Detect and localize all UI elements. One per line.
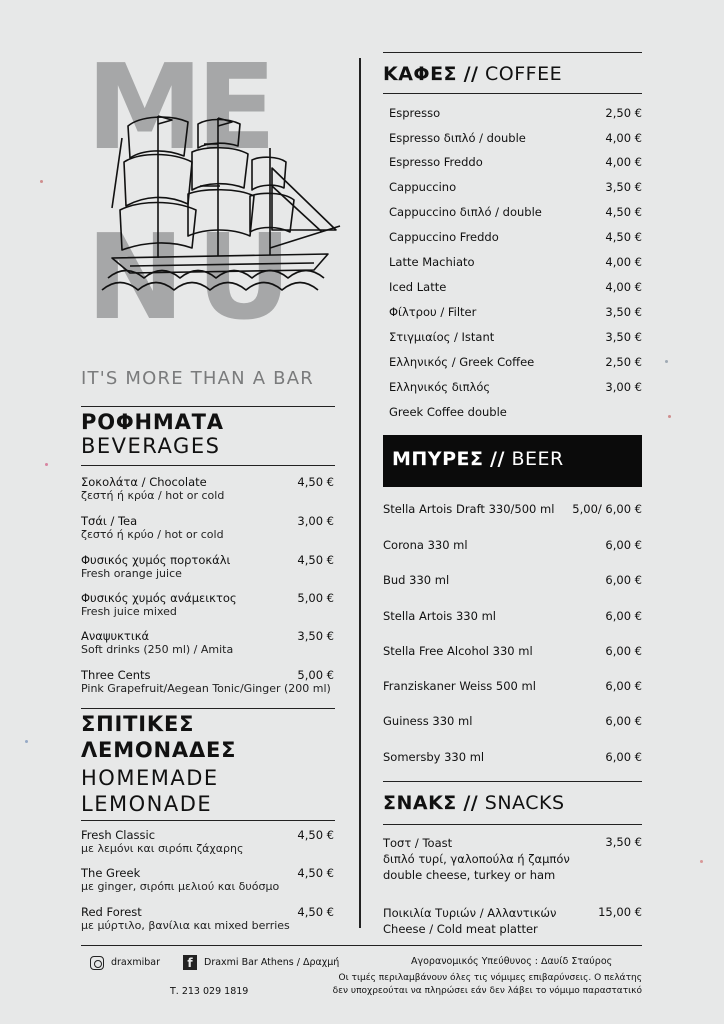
- menu-item: [81, 828, 243, 855]
- beverages-title-en: BEVERAGES: [81, 434, 221, 458]
- coffee-top-rule: [383, 52, 642, 53]
- snacks-title-gr: ΣΝΑΚΣ: [383, 792, 457, 814]
- phone-number: Τ. 213 029 1819: [170, 986, 249, 997]
- item-price: 3,00 €: [297, 514, 334, 528]
- menu-item: [81, 514, 224, 541]
- legal-notice-line-2: δεν υποχρεούται να πληρώσει εάν δεν λάβει το νόμιμο παραστατικό: [332, 986, 642, 996]
- ship-illustration: [100, 108, 345, 308]
- item-description: ζεστή ή κρύα / hot or cold: [81, 489, 225, 502]
- beverages-bottom-rule: [81, 465, 335, 466]
- item-name: Fresh Classic: [81, 828, 156, 842]
- item-description: με λεμόνι και σιρόπι ζάχαρης: [81, 842, 244, 855]
- beverages-top-rule: [81, 406, 335, 407]
- item-price: 4,50 €: [605, 205, 642, 219]
- item-price: 4,50 €: [605, 230, 642, 244]
- item-name: Τοστ / Toast: [383, 836, 453, 850]
- market-officer: Αγορανομικός Υπεύθυνος : Δαυίδ Σταύρος: [411, 956, 613, 967]
- menu-item: Latte Machiato: [389, 255, 475, 269]
- lemonade-title-en-2: LEMONADE: [81, 792, 213, 816]
- item-price: 6,00 €: [605, 750, 642, 764]
- coffee-bottom-rule: [383, 93, 642, 94]
- item-description: ζεστό ή κρύο / hot or cold: [81, 528, 224, 541]
- menu-item: Stella Artois Draft 330/500 ml: [383, 502, 555, 516]
- item-name: Red Forest: [81, 905, 142, 919]
- menu-item: Ελληνικός διπλός: [389, 380, 491, 394]
- item-description: Fresh juice mixed: [81, 605, 177, 618]
- item-price: 4,00 €: [605, 131, 642, 145]
- item-price: 2,50 €: [605, 106, 642, 120]
- lemonade-top-rule: [81, 708, 335, 709]
- menu-item: Cappuccino: [389, 180, 457, 194]
- paper-speckle: [700, 860, 703, 863]
- logo-letter-m: M: [86, 38, 198, 176]
- footer-rule: [81, 945, 642, 946]
- item-name: Αναψυκτικά: [81, 629, 150, 643]
- coffee-title: [383, 63, 562, 85]
- item-name: The Greek: [81, 866, 141, 880]
- menu-item: Cappuccino Freddo: [389, 230, 499, 244]
- menu-item: Cappuccino διπλό / double: [389, 205, 542, 219]
- beer-title-box: [383, 435, 642, 487]
- item-price: 6,00 €: [605, 609, 642, 623]
- coffee-title-sep: //: [463, 63, 479, 85]
- item-name: Three Cents: [81, 668, 151, 682]
- item-price: 5,00 €: [297, 591, 334, 605]
- coffee-title-en: COFFEE: [485, 63, 563, 85]
- item-price: 6,00 €: [605, 714, 642, 728]
- menu-item: Iced Latte: [389, 280, 447, 294]
- item-name: Φυσικός χυμός ανάμεικτος: [81, 591, 237, 605]
- menu-item: Φίλτρου / Filter: [389, 305, 477, 319]
- menu-item: [81, 553, 230, 580]
- snacks-title: [383, 792, 565, 814]
- item-price: 3,50 €: [605, 835, 642, 849]
- menu-item: [81, 629, 233, 656]
- menu-item: Corona 330 ml: [383, 538, 468, 552]
- menu-item: Espresso διπλό / double: [389, 131, 526, 145]
- facebook-icon[interactable]: f: [183, 955, 197, 970]
- paper-speckle: [25, 740, 28, 743]
- menu-item: Ελληνικός / Greek Coffee: [389, 355, 535, 369]
- menu-item: [81, 866, 279, 893]
- instagram-handle[interactable]: draxmibar: [111, 957, 161, 968]
- paper-speckle: [45, 463, 48, 466]
- logo-letter-e: E: [196, 38, 271, 176]
- beer-title-sep: //: [490, 448, 505, 470]
- beer-title-en: BEER: [511, 448, 564, 470]
- menu-item: Somersby 330 ml: [383, 750, 485, 764]
- item-description: με ginger, σιρόπι μελιού και δυόσμο: [81, 880, 280, 893]
- item-price: 5,00/ 6,00 €: [572, 502, 642, 516]
- item-price: 4,50 €: [297, 475, 334, 489]
- beer-title: [392, 448, 564, 470]
- item-description: Pink Grapefruit/Aegean Tonic/Ginger (200 ml): [81, 682, 331, 695]
- tagline: IT'S MORE THAN A BAR: [81, 368, 314, 389]
- snacks-bottom-rule: [383, 824, 642, 825]
- item-price: 3,50 €: [605, 305, 642, 319]
- snacks-title-sep: //: [463, 792, 479, 814]
- item-price: 4,50 €: [297, 553, 334, 567]
- item-description: Cheese / Cold meat platter: [383, 922, 538, 936]
- item-price: 15,00 €: [598, 905, 642, 919]
- menu-item: Bud 330 ml: [383, 573, 450, 587]
- item-price: 3,00 €: [605, 380, 642, 394]
- menu-item: [383, 905, 556, 937]
- lemonade-title-en-1: HOMEMADE: [81, 766, 219, 790]
- menu-item: Stella Free Alcohol 330 ml: [383, 644, 533, 658]
- menu-item: Espresso Freddo: [389, 155, 483, 169]
- item-name: Ποικιλία Τυριών / Αλλαντικών: [383, 906, 557, 920]
- item-description: double cheese, turkey or ham: [383, 868, 556, 882]
- item-price: 4,50 €: [297, 828, 334, 842]
- paper-speckle: [668, 415, 671, 418]
- paper-speckle: [665, 360, 668, 363]
- menu-item: [81, 475, 224, 502]
- item-description: με μύρτιλο, βανίλια και mixed berries: [81, 919, 290, 932]
- item-description: διπλό τυρί, γαλοπούλα ή ζαμπόν: [383, 852, 570, 866]
- item-price: 6,00 €: [605, 679, 642, 693]
- menu-item: [81, 905, 290, 932]
- lemonade-title-gr-1: ΣΠΙΤΙΚΕΣ: [81, 712, 195, 736]
- snacks-top-rule: [383, 781, 642, 782]
- item-price: 6,00 €: [605, 538, 642, 552]
- coffee-title-gr: ΚΑΦΕΣ: [383, 63, 458, 85]
- item-price: 3,50 €: [297, 629, 334, 643]
- lemonade-title-gr-2: ΛΕΜΟΝΑΔΕΣ: [81, 738, 237, 762]
- beer-title-gr: ΜΠΥΡΕΣ: [392, 448, 484, 470]
- item-description: Fresh orange juice: [81, 567, 182, 580]
- item-price: 3,50 €: [605, 180, 642, 194]
- menu-item: Στιγμιαίος / Istant: [389, 330, 495, 344]
- item-description: Soft drinks (250 ml) / Amita: [81, 643, 234, 656]
- facebook-page[interactable]: Draxmi Bar Athens / Δραχμή: [204, 957, 340, 968]
- beverages-title-gr: ΡΟΦΗΜΑΤΑ: [81, 410, 224, 434]
- menu-item: [383, 835, 570, 883]
- item-name: Φυσικός χυμός πορτοκάλι: [81, 553, 231, 567]
- menu-item: Espresso: [389, 106, 441, 120]
- item-price: 4,50 €: [297, 905, 334, 919]
- lemonade-bottom-rule: [81, 820, 335, 821]
- logo-letter-u: U: [196, 208, 286, 346]
- menu-item: Greek Coffee double: [389, 405, 507, 419]
- item-price: 4,00 €: [605, 255, 642, 269]
- item-price: 6,00 €: [605, 573, 642, 587]
- menu-item: [81, 668, 331, 695]
- item-price: 4,50 €: [297, 866, 334, 880]
- instagram-icon[interactable]: [90, 956, 104, 970]
- item-name: Σοκολάτα / Chocolate: [81, 475, 207, 489]
- menu-item: Guiness 330 ml: [383, 714, 473, 728]
- menu-item: Franziskaner Weiss 500 ml: [383, 679, 536, 693]
- item-price: 4,00 €: [605, 155, 642, 169]
- item-price: 6,00 €: [605, 644, 642, 658]
- logo-letter-n: N: [86, 208, 179, 346]
- item-price: 4,00 €: [605, 280, 642, 294]
- item-name: Τσάι / Tea: [81, 514, 138, 528]
- paper-speckle: [40, 180, 43, 183]
- legal-notice-line-1: Οι τιμές περιλαμβάνουν όλες τις νόμιμες επιβαρύνσεις. Ο πελάτης: [338, 973, 642, 983]
- menu-item: Stella Artois 330 ml: [383, 609, 496, 623]
- item-price: 5,00 €: [297, 668, 334, 682]
- snacks-title-en: SNACKS: [484, 792, 565, 814]
- column-divider: [359, 58, 361, 928]
- item-price: 2,50 €: [605, 355, 642, 369]
- menu-item: [81, 591, 237, 618]
- item-price: 3,50 €: [605, 330, 642, 344]
